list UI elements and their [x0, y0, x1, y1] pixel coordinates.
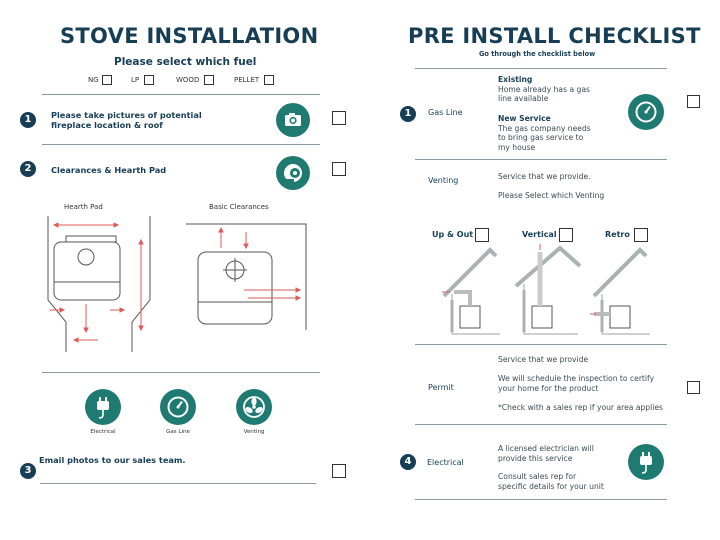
gas-meter-icon — [160, 389, 196, 425]
hearth-pad-diagram — [34, 210, 164, 354]
electrical-icon-label: Electrical — [90, 429, 116, 435]
pre-install-checklist-title: PRE INSTALL CHECKLIST — [408, 24, 701, 48]
permit-checkbox[interactable] — [687, 381, 700, 394]
gas-line-icon-label: Gas Line — [166, 429, 190, 435]
step-1-checkbox[interactable] — [332, 111, 346, 125]
fuel-ng-checkbox[interactable] — [102, 75, 112, 85]
divider — [415, 68, 667, 69]
fuel-pellet-checkbox[interactable] — [264, 75, 274, 85]
email-write-line — [40, 483, 316, 484]
divider — [415, 424, 667, 425]
fuel-wood-checkbox[interactable] — [204, 75, 214, 85]
electrical-plug-icon — [628, 444, 664, 480]
permit-note-text: *Check with a sales rep if your area applies — [498, 403, 663, 412]
fuel-lp-label: LP — [131, 76, 140, 84]
venting-select-text: Please Select which Venting — [498, 191, 605, 200]
gas-line-checkbox[interactable] — [687, 95, 700, 108]
step-3-text: Email photos to our sales team. — [39, 455, 186, 465]
venting-icon-label: Venting — [243, 429, 265, 435]
hearth-pad-label: Hearth Pad — [64, 203, 103, 211]
step-2-text: Clearances & Hearth Pad — [51, 165, 167, 175]
fuel-ng-label: NG — [88, 76, 99, 84]
fuel-lp-checkbox[interactable] — [144, 75, 154, 85]
gas-line-badge: 1 — [400, 106, 416, 122]
step-1-badge: 1 — [20, 112, 36, 128]
fan-icon — [236, 389, 272, 425]
step-2-badge: 2 — [20, 161, 36, 177]
up-and-out-vent-illustration — [440, 244, 510, 336]
gas-meter-icon — [628, 94, 664, 130]
vent-up-out-label: Up & Out — [432, 230, 474, 239]
gas-new-service-block: New Service The gas company needs to bring gas service to my house — [498, 114, 591, 152]
permit-label: Permit — [428, 383, 454, 392]
electrical-label: Electrical — [427, 458, 464, 467]
fuel-pellet-label: PELLET — [234, 76, 260, 84]
fuel-wood-label: WOOD — [176, 76, 200, 84]
vent-retro-checkbox[interactable] — [634, 228, 648, 242]
vent-vertical-label: Vertical — [522, 230, 557, 239]
divider — [42, 372, 320, 373]
fuel-prompt: Please select which fuel — [114, 56, 257, 68]
step-1-text: Please take pictures of potential fireplace location & roof — [51, 110, 202, 130]
divider — [415, 159, 667, 160]
vertical-vent-illustration — [514, 244, 584, 336]
electrical-badge: 4 — [400, 454, 416, 470]
divider — [42, 144, 320, 145]
step-3-checkbox[interactable] — [332, 464, 346, 478]
electrical-service-text: A licensed electrician will provide this service — [498, 444, 594, 463]
divider — [415, 499, 667, 500]
permit-schedule-text: We will schedule the inspection to certify your home for the product — [498, 374, 655, 393]
step-2-checkbox[interactable] — [332, 162, 346, 176]
divider — [42, 94, 320, 95]
divider — [415, 344, 667, 345]
electrical-consult-text: Consult sales rep for specific details for your unit — [498, 472, 604, 491]
retro-vent-illustration — [590, 244, 660, 336]
stove-top-icon — [276, 156, 310, 190]
venting-service-text: Service that we provide. — [498, 172, 591, 181]
permit-service-text: Service that we provide — [498, 355, 589, 364]
basic-clearances-diagram — [184, 210, 314, 334]
basic-clearances-label: Basic Clearances — [209, 203, 269, 211]
stove-installation-title: STOVE INSTALLATION — [60, 24, 319, 48]
step-3-badge: 3 — [20, 463, 36, 479]
checklist-subtitle: Go through the checklist below — [479, 50, 596, 58]
vent-vertical-checkbox[interactable] — [559, 228, 573, 242]
venting-label: Venting — [428, 176, 459, 185]
gas-existing-block: Existing Home already has a gas line available — [498, 75, 590, 104]
gas-line-label: Gas Line — [428, 108, 463, 117]
camera-icon — [276, 103, 310, 137]
electrical-plug-icon — [85, 389, 121, 425]
vent-retro-label: Retro — [605, 230, 630, 239]
vent-up-out-checkbox[interactable] — [475, 228, 489, 242]
